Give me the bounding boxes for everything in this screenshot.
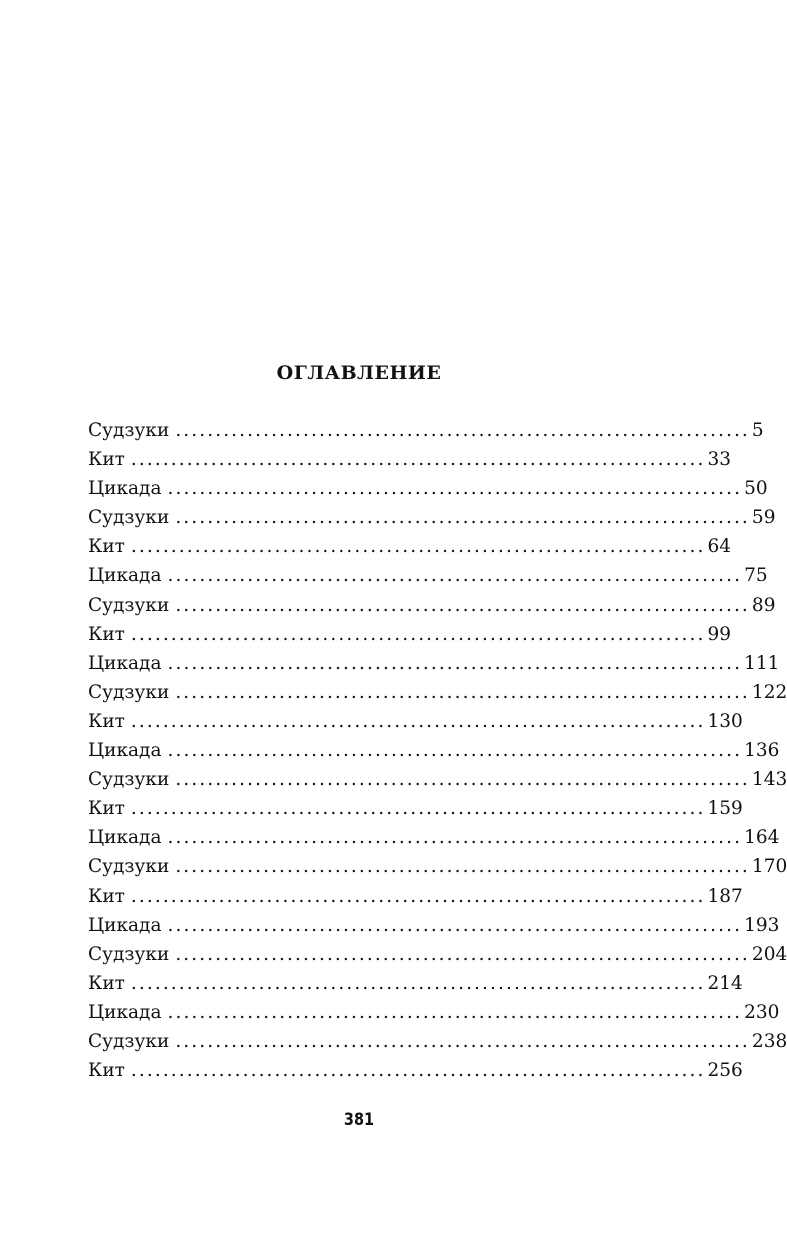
toc-entry-title: Кит — [88, 972, 125, 994]
toc-entry[interactable] — [88, 765, 787, 794]
toc-entry-title: Судзуки — [88, 769, 170, 791]
toc-entry-page: 170 — [751, 856, 787, 878]
dot-leader: ........................................................................ — [167, 565, 743, 587]
toc-entry-page: 130 — [707, 710, 743, 732]
dot-leader: ........................................................................ — [175, 1030, 750, 1052]
toc-entry[interactable] — [88, 940, 787, 969]
dot-leader: ........................................................................ — [175, 594, 750, 616]
toc-entry[interactable] — [88, 1027, 787, 1056]
toc-entry-title: Кит — [88, 710, 125, 732]
toc-entry[interactable] — [88, 445, 732, 474]
dot-leader: ........................................................................ — [175, 769, 750, 791]
toc-entry[interactable] — [88, 911, 780, 940]
toc-heading: ОГЛАВЛЕНИЕ — [276, 362, 442, 384]
dot-leader: ........................................................................ — [167, 478, 743, 500]
toc-entry-page: 59 — [751, 507, 776, 529]
toc-entry-title: Судзуки — [88, 943, 170, 965]
toc-entry-page: 214 — [707, 972, 743, 994]
toc-entry-title: Кит — [88, 885, 125, 907]
table-of-contents — [88, 416, 787, 1085]
toc-entry-title: Судзуки — [88, 507, 170, 529]
toc-entry-title: Судзуки — [88, 594, 170, 616]
toc-entry-page: 50 — [744, 478, 768, 500]
dot-leader: ........................................................................ — [167, 827, 743, 849]
toc-entry[interactable] — [88, 852, 787, 881]
toc-entry[interactable] — [88, 591, 776, 620]
toc-entry-page: 33 — [707, 449, 732, 471]
toc-entry-page: 136 — [744, 740, 780, 762]
toc-entry[interactable] — [88, 678, 787, 707]
dot-leader: ........................................................................ — [167, 1001, 743, 1023]
toc-entry-page: 64 — [707, 536, 732, 558]
toc-entry[interactable] — [88, 882, 743, 911]
dot-leader: ........................................................................ — [130, 710, 706, 732]
toc-entry-title: Цикада — [88, 1001, 162, 1023]
toc-entry[interactable] — [88, 561, 768, 590]
toc-entry[interactable] — [88, 474, 768, 503]
dot-leader: ........................................................................ — [167, 652, 743, 674]
toc-entry-title: Судзуки — [88, 856, 170, 878]
dot-leader: ........................................................................ — [130, 798, 706, 820]
toc-entry-page: 256 — [707, 1060, 743, 1082]
toc-entry-page: 238 — [751, 1030, 787, 1052]
toc-entry-page: 143 — [751, 769, 787, 791]
toc-entry[interactable] — [88, 416, 764, 445]
toc-entry[interactable] — [88, 1056, 743, 1085]
toc-entry-title: Цикада — [88, 565, 162, 587]
toc-entry-title: Цикада — [88, 827, 162, 849]
toc-entry-title: Цикада — [88, 478, 162, 500]
toc-entry-title: Цикада — [88, 652, 162, 674]
toc-entry-page: 204 — [751, 943, 787, 965]
toc-entry-page: 164 — [744, 827, 780, 849]
toc-entry-title: Кит — [88, 798, 125, 820]
toc-entry-page: 5 — [751, 420, 764, 441]
toc-entry-page: 230 — [744, 1001, 780, 1023]
toc-entry-title: Кит — [88, 536, 125, 558]
toc-entry[interactable] — [88, 532, 732, 561]
dot-leader: ........................................................................ — [130, 449, 706, 471]
toc-entry-title: Судзуки — [88, 681, 170, 703]
page-number: 381 — [343, 1110, 375, 1130]
dot-leader: ........................................................................ — [130, 536, 706, 558]
toc-entry[interactable] — [88, 707, 743, 736]
toc-entry-page: 75 — [744, 565, 768, 587]
toc-entry-title: Кит — [88, 449, 125, 471]
dot-leader: ........................................................................ — [175, 507, 750, 529]
dot-leader: ........................................................................ — [175, 856, 750, 878]
dot-leader: ........................................................................ — [167, 914, 743, 936]
toc-entry-page: 187 — [707, 885, 743, 907]
dot-leader: ........................................................................ — [175, 943, 750, 965]
toc-entry[interactable] — [88, 794, 743, 823]
dot-leader: ........................................................................ — [130, 972, 706, 994]
toc-entry-page: 159 — [707, 798, 743, 820]
toc-entry-title: Судзуки — [88, 420, 170, 441]
toc-entry-title: Цикада — [88, 740, 162, 762]
toc-entry-page: 111 — [744, 652, 780, 674]
toc-entry-title: Цикада — [88, 914, 162, 936]
toc-entry[interactable] — [88, 998, 780, 1027]
dot-leader: ........................................................................ — [175, 420, 750, 441]
toc-entry-title: Кит — [88, 1060, 125, 1082]
dot-leader: ........................................................................ — [130, 623, 706, 645]
dot-leader: ........................................................................ — [130, 885, 706, 907]
dot-leader: ........................................................................ — [175, 681, 750, 703]
toc-entry[interactable] — [88, 503, 776, 532]
toc-entry-title: Кит — [88, 623, 125, 645]
toc-entry[interactable] — [88, 969, 743, 998]
toc-entry[interactable] — [88, 823, 780, 852]
toc-entry[interactable] — [88, 620, 732, 649]
toc-entry-title: Судзуки — [88, 1030, 170, 1052]
toc-entry-page: 89 — [751, 594, 776, 616]
toc-entry[interactable] — [88, 736, 780, 765]
toc-entry-page: 122 — [751, 681, 787, 703]
toc-entry[interactable] — [88, 649, 780, 678]
dot-leader: ........................................................................ — [167, 740, 743, 762]
dot-leader: ........................................................................ — [130, 1060, 706, 1082]
toc-entry-page: 99 — [707, 623, 732, 645]
toc-entry-page: 193 — [744, 914, 780, 936]
